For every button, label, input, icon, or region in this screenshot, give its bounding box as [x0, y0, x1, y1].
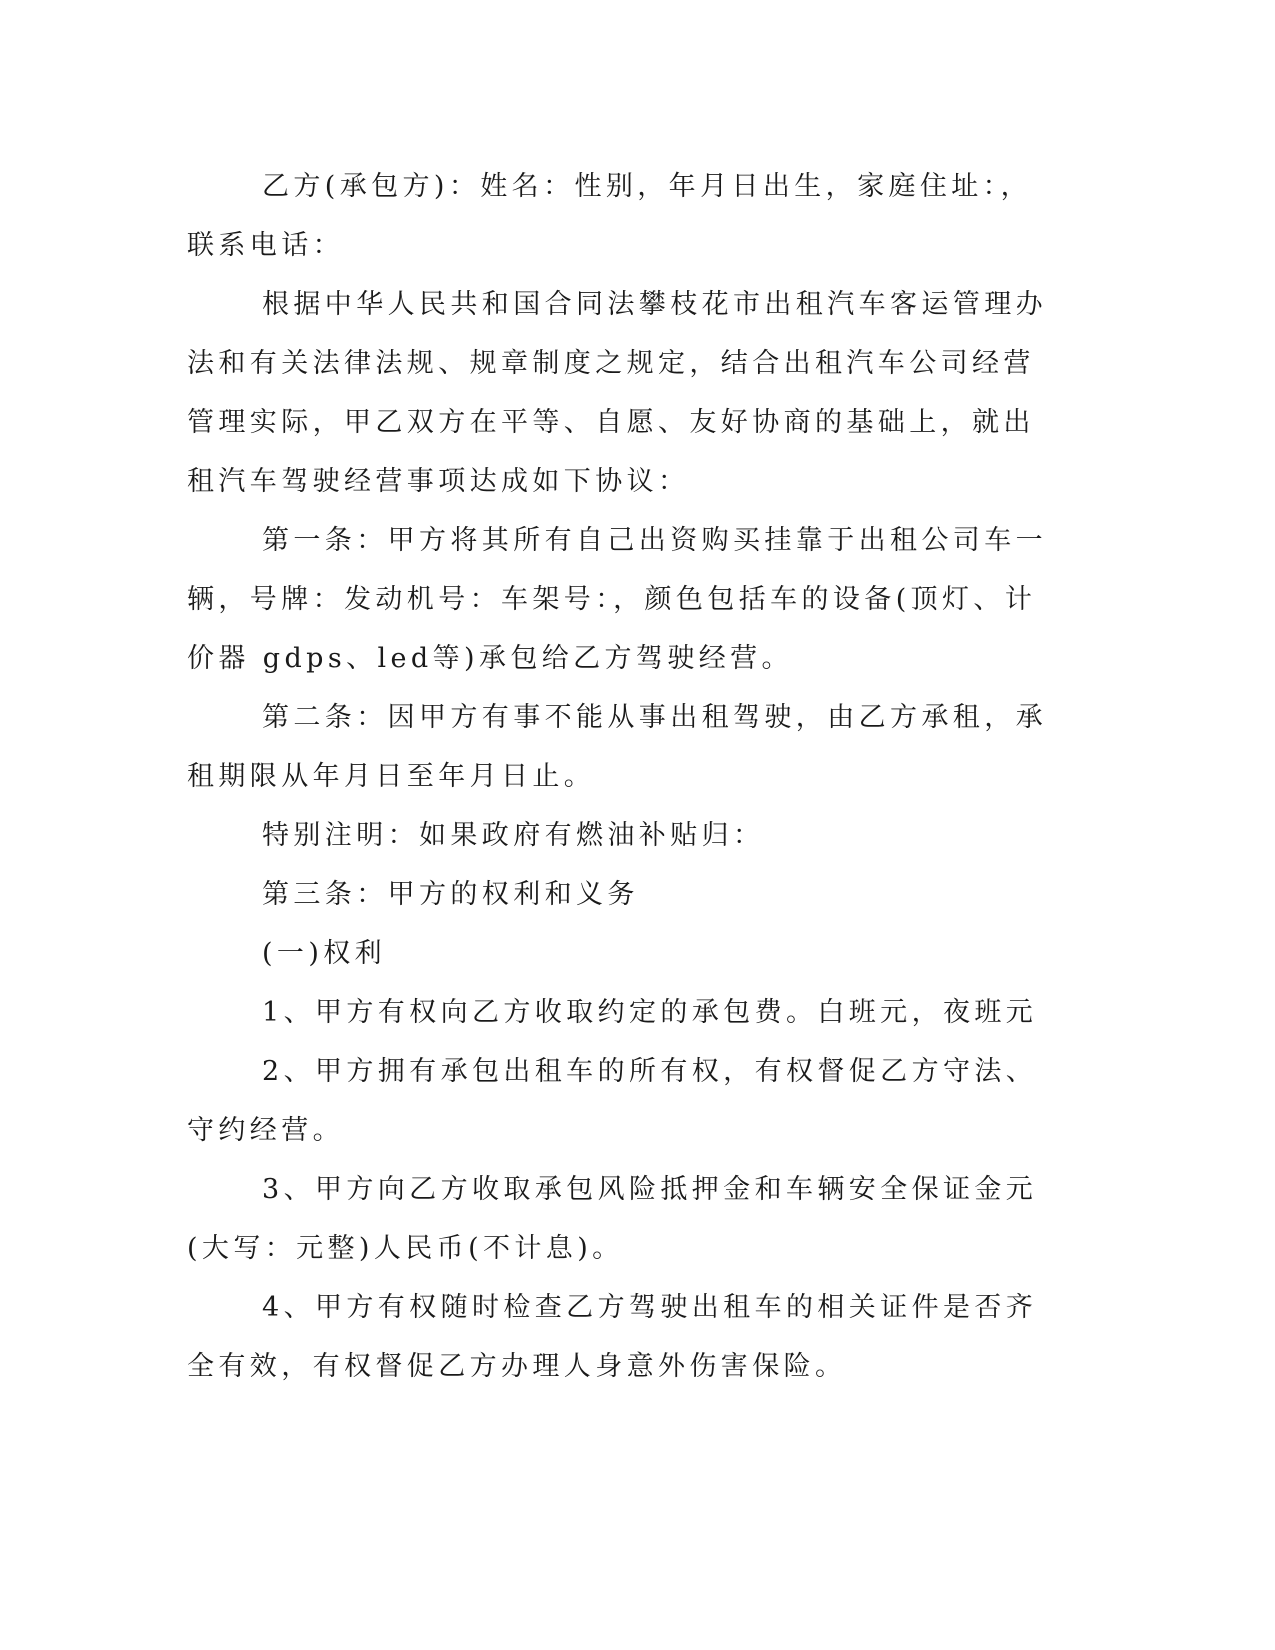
article-1: 第一条：甲方将其所有自己出资购买挂靠于出租公司车一辆，号牌：发动机号：车架号：，颜色包括车的设备(顶灯、计价器 gdps、led等)承包给乙方驾驶经营。	[187, 525, 1047, 674]
right-item-3: 3、甲方向乙方收取承包风险抵押金和车辆安全保证金元(大写：元整)人民币(不计息)。	[187, 1174, 1038, 1264]
contract-basis: 根据中华人民共和国合同法攀枝花市出租汽车客运管理办法和有关法律法规、规章制度之规定，结合出租汽车公司经营管理实际，甲乙双方在平等、自愿、友好协商的基础上，就出租汽车驾驶经营事项达成如下协议：	[187, 289, 1047, 497]
document-body	[187, 157, 1057, 1396]
special-note: 特别注明：如果政府有燃油补贴归：	[262, 820, 765, 851]
article-3-heading: 第三条：甲方的权利和义务	[262, 879, 639, 910]
article-2: 第二条：因甲方有事不能从事出租驾驶，由乙方承租，承租期限从年月日至年月日止。	[187, 702, 1047, 792]
party-b-info: 乙方(承包方)：姓名：性别，年月日出生，家庭住址：，联系电话：	[187, 171, 1032, 261]
right-item-2: 2、甲方拥有承包出租车的所有权，有权督促乙方守法、守约经营。	[187, 1056, 1038, 1146]
right-item-1: 1、甲方有权向乙方收取约定的承包费。白班元，夜班元	[262, 997, 1038, 1028]
right-item-4: 4、甲方有权随时检查乙方驾驶出租车的相关证件是否齐全有效，有权督促乙方办理人身意外伤害保险。	[187, 1292, 1038, 1382]
rights-heading: (一)权利	[262, 938, 387, 969]
